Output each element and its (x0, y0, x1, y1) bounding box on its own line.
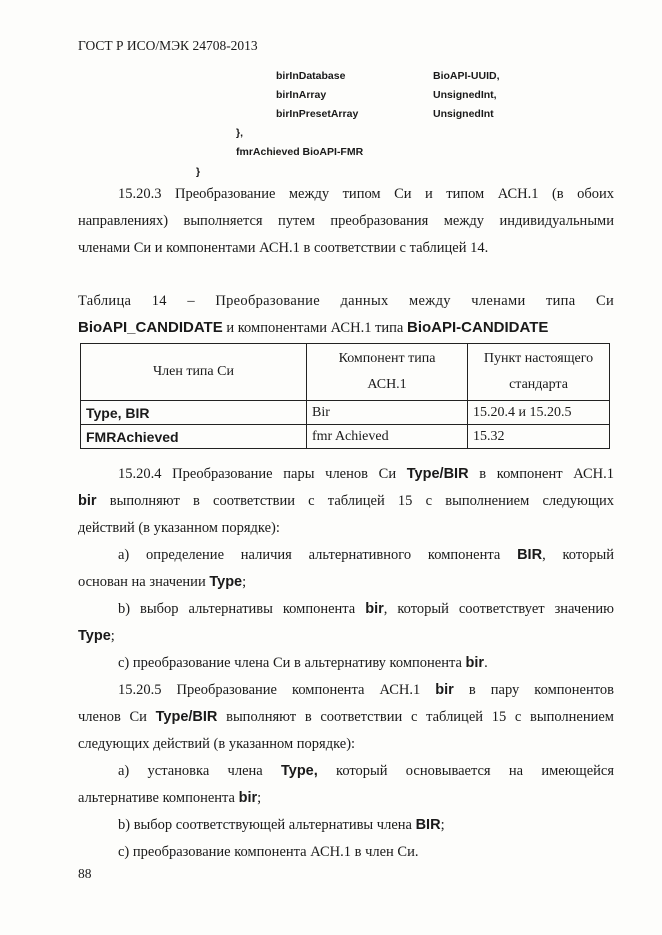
bold-term: BIR (517, 547, 543, 563)
para-15-20-5-line (118, 682, 614, 699)
bold-term: Type/BIR (406, 466, 469, 482)
para-15-20-3-line: направлениях) выполняется путем преобразования между индивидуальными (78, 213, 614, 229)
text: в пару компонентов (453, 682, 614, 698)
bold-term: Type (78, 628, 111, 644)
para-15-20-5-line (78, 709, 614, 726)
text: который основывается на имеющейся (317, 763, 614, 779)
component-cell: Bir (307, 401, 468, 425)
member-cell: Type, BIR (81, 401, 307, 425)
code-brace: }, (236, 127, 244, 139)
bold-term: bir (365, 601, 384, 617)
header-text: Пункт настоящего (483, 351, 594, 366)
code-brace: } (196, 166, 201, 178)
component-cell: fmr Achieved (307, 425, 468, 449)
bold-term: bir (238, 790, 258, 806)
page-number: 88 (78, 866, 92, 881)
text: a) определение наличия альтернативного компонента (118, 547, 518, 563)
text: ; (257, 790, 262, 806)
bold-term: Type/BIR (155, 709, 218, 725)
text: основан на значении (78, 574, 210, 590)
header-text: АСН.1 (367, 377, 407, 392)
list-item-b (118, 817, 445, 834)
text: выполняют в соответствии с таблицей 15 с выполнением следующих (96, 493, 614, 509)
bold-term: BIR (415, 817, 441, 833)
para-15-20-4-line (78, 493, 614, 510)
bold-term: Type (209, 574, 243, 590)
para-15-20-4-line (118, 466, 614, 483)
text: , который (542, 547, 614, 563)
code-field-type: UnsignedInt, (433, 89, 497, 101)
table-caption-line2 (78, 319, 548, 337)
document-header: ГОСТ Р ИСО/МЭК 24708-2013 (78, 38, 258, 53)
text: a) установка члена (118, 763, 281, 779)
list-item-a-cont (78, 790, 261, 807)
text: альтернативе компонента (78, 790, 239, 806)
bold-term: Type, (280, 763, 318, 779)
code-fmr-line: fmrAchieved BioAPI-FMR (236, 146, 364, 158)
text: членов Си (78, 709, 156, 725)
text: ; (110, 628, 115, 644)
header-cell (468, 344, 610, 401)
text: b) выбор соответствующей альтернативы члена (118, 817, 416, 833)
code-field-name: birInPresetArray (276, 108, 359, 120)
header-text: Компонент типа (338, 351, 436, 366)
list-item-c: c) преобразование компонента АСН.1 в член Си. (118, 844, 419, 860)
header-cell (307, 344, 468, 401)
code-field-name: birInDatabase (276, 70, 346, 82)
list-item-c (118, 655, 488, 672)
table-row (81, 425, 610, 449)
para-15-20-3-line: 15.20.3 Преобразование между типом Си и типом АСН.1 (в обоих (118, 186, 614, 202)
text: в компонент АСН.1 (468, 466, 614, 482)
text: 15.20.4 Преобразование пары членов Си (118, 466, 407, 482)
code-field-name: birInArray (276, 89, 327, 101)
header-cell: Член типа Си (81, 344, 307, 401)
list-item-a (118, 547, 614, 564)
list-item-a-cont (78, 574, 246, 591)
table-row (81, 401, 610, 425)
list-item-b-cont (78, 628, 115, 645)
table-caption: Таблица 14 – Преобразование данных между членами типа Си (78, 293, 614, 309)
list-item-a (118, 763, 614, 780)
clause-cell: 15.20.4 и 15.20.5 (468, 401, 610, 425)
list-item-b (118, 601, 614, 618)
code-field-type: BioAPI-UUID, (433, 70, 500, 82)
bold-term: bir (435, 682, 454, 698)
text: выполняют в соответствии с таблицей 15 с выполнением (217, 709, 614, 725)
caption-text: и компонентами АСН.1 типа (222, 320, 407, 336)
text: ; (440, 817, 445, 833)
text: b) выбор альтернативы компонента (118, 601, 366, 617)
text: , который соответствует значению (383, 601, 614, 617)
text: . (484, 655, 488, 671)
member-cell: FMRAchieved (81, 425, 307, 449)
para-15-20-5-line: следующих действий (в указанном порядке): (78, 736, 356, 752)
clause-cell: 15.32 (468, 425, 610, 449)
code-field-type: UnsignedInt (433, 108, 494, 120)
text: ; (242, 574, 247, 590)
caption-type-name: BioAPI-CANDIDATE (407, 319, 549, 336)
text: c) преобразование члена Си в альтернативу компонента (118, 655, 466, 671)
caption-type-name: BioAPI_CANDIDATE (78, 319, 223, 336)
header-text: стандарта (509, 377, 568, 392)
para-15-20-3-line: членами Си и компонентами АСН.1 в соответствии с таблицей 14. (78, 240, 489, 256)
text: 15.20.5 Преобразование компонента АСН.1 (118, 682, 436, 698)
bold-term: bir (78, 493, 97, 509)
table-14 (80, 343, 610, 449)
para-15-20-4-line: действий (в указанном порядке): (78, 520, 280, 536)
bold-term: bir (465, 655, 485, 671)
